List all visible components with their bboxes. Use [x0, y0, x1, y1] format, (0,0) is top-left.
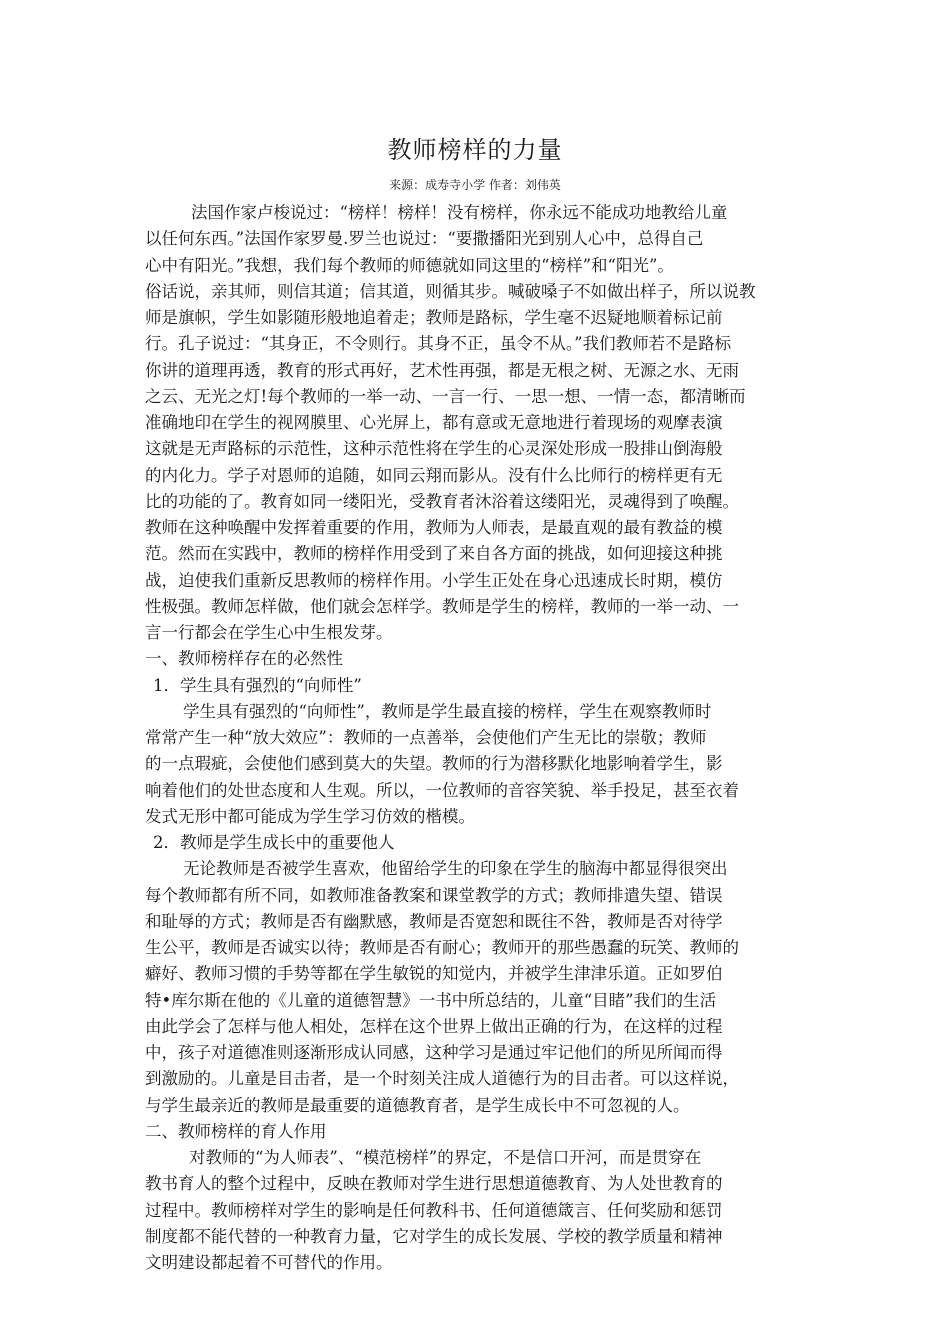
paragraph-line: 师是旗帜，学生如影随形般地追着走；教师是路标，学生毫不迟疑地顺着标记前 — [145, 308, 723, 327]
paragraph-line: 比的功能的了。教育如同一缕阳光，受教育者沐浴着这缕阳光，灵魂得到了唤醒。 — [145, 491, 739, 511]
paragraph-line: 文明建设都起着不可替代的作用。 — [145, 1253, 393, 1272]
paragraph-line: 无论教师是否被学生喜欢，他留给学生的印象在学生的脑海中都显得很突出 — [183, 859, 728, 879]
document-body — [145, 200, 815, 1276]
paragraph-line: 战，迫使我们重新反思教师的榜样作用。小学生正处在身心迅速成长时期，模仿 — [145, 570, 723, 590]
document-title: 教师榜样的力量 — [387, 136, 563, 164]
paragraph-line: 范。然而在实践中，教师的榜样作用受到了来自各方面的挑战，如何迎接这种挑 — [145, 544, 723, 564]
paragraph-line: 生公平，教师是否诚实以待；教师是否有耐心；教师开的那些愚蠢的玩笑、教师的 — [145, 938, 739, 957]
paragraph-line: 之云、无光之灯!每个教师的一举一动、一言一行、一思一想、一情一态，都清晰而 — [145, 386, 746, 406]
paragraph-line: 俗话说，亲其师，则信其道；信其道，则循其步。喊破嗓子不如做出样子，所以说教 — [145, 281, 756, 301]
paragraph-line: 特•库尔斯在他的《儿童的道德智慧》一书中所总结的，儿童“目睹”我们的生活 — [145, 990, 717, 1010]
section-heading: 二、教师榜样的育人作用 — [145, 1121, 327, 1141]
paragraph-line: 准确地印在学生的视网膜里、心光屏上，都有意或无意地进行着现场的观摩表演 — [145, 413, 723, 432]
paragraph-line: 的一点瑕疵，会使他们感到莫大的失望。教师的行为潜移默化地影响着学生，影 — [145, 754, 723, 774]
paragraph-line: 言一行都会在学生心中生根发芽。 — [145, 623, 393, 642]
paragraph-line: 癖好、教师习惯的手势等都在学生敏锐的知觉内，并被学生津津乐道。正如罗伯 — [145, 964, 723, 984]
paragraph-line: 由此学会了怎样与他人相处，怎样在这个世界上做出正确的行为，在这样的过程 — [145, 1016, 723, 1036]
paragraph-line: 这就是无声路标的示范性，这种示范性将在学生的心灵深处形成一股排山倒海般 — [145, 439, 723, 459]
paragraph-line: 教书育人的整个过程中，反映在教师对学生进行思想道德教育、为人处世教育的 — [145, 1174, 723, 1194]
paragraph-line: 过程中。教师榜样对学生的影响是任何教科书、任何道德箴言、任何奖励和惩罚 — [145, 1200, 723, 1220]
paragraph-line: 与学生最亲近的教师是最重要的道德教育者，是学生成长中不可忽视的人。 — [145, 1095, 690, 1115]
paragraph-line: 行。孔子说过：“其身正，不令则行。其身不正，虽令不从。”我们教师若不是路标 — [145, 334, 732, 354]
paragraph-line: 的内化力。学子对恩师的追随，如同云翔而影从。没有什么比师行的榜样更有无 — [145, 465, 723, 485]
paragraph-line: 性极强。教师怎样做，他们就会怎样学。教师是学生的榜样，教师的一举一动、一 — [145, 596, 739, 616]
subsection-heading: 2．教师是学生成长中的重要他人 — [153, 833, 395, 852]
paragraph-line: 中，孩子对道德准则逐渐形成认同感，这种学习是通过牢记他们的所见所闻而得 — [145, 1043, 723, 1062]
paragraph-line: 和耻辱的方式；教师是否有幽默感，教师是否宽恕和既往不咎，教师是否对待学 — [145, 911, 723, 931]
paragraph-line: 你讲的道理再透，教育的形式再好，艺术性再强，都是无根之树、无源之水、无雨 — [145, 360, 739, 380]
paragraph-line: 心中有阳光。”我想，我们每个教师的师德就如同这里的“榜样”和“阳光”。 — [145, 255, 674, 275]
paragraph-line: 到激励的。儿童是目击者，是一个时刻关注成人道德行为的目击者。可以这样说， — [145, 1069, 739, 1089]
paragraph-line: 每个教师都有所不同，如教师准备教案和课堂教学的方式；教师排遣失望、错误 — [145, 885, 723, 905]
subsection-heading: 1．学生具有强烈的“向师性” — [153, 675, 362, 695]
paragraph-line: 发式无形中都可能成为学生学习仿效的楷模。 — [145, 806, 475, 826]
section-heading: 一、教师榜样存在的必然性 — [145, 649, 343, 669]
paragraph-line: 以任何东西。”法国作家罗曼.罗兰也说过：“要撒播阳光到别人心中，总得自己 — [145, 229, 704, 249]
paragraph-line: 对教师的“为人师表”、“模范榜样”的界定，不是信口开河，而是贯穿在 — [189, 1148, 702, 1167]
paragraph-line: 法国作家卢梭说过：“榜样！榜样！没有榜样，你永远不能成功地教给儿童 — [191, 203, 728, 222]
document-byline: 来源：成寿寺小学 作者：刘伟英 — [389, 178, 561, 192]
paragraph-line: 制度都不能代替的一种教育力量，它对学生的成长发展、学校的教学质量和精神 — [145, 1226, 723, 1246]
paragraph-line: 学生具有强烈的“向师性”，教师是学生最直接的榜样，学生在观察教师时 — [183, 701, 712, 721]
paragraph-line: 常常产生一种“放大效应”：教师的一点善举，会使他们产生无比的崇敬；教师 — [145, 728, 707, 747]
paragraph-line: 响着他们的处世态度和人生观。所以，一位教师的音容笑貌、举手投足，甚至衣着 — [145, 780, 739, 800]
paragraph-line: 教师在这种唤醒中发挥着重要的作用，教师为人师表，是最直观的最有教益的模 — [145, 518, 723, 537]
